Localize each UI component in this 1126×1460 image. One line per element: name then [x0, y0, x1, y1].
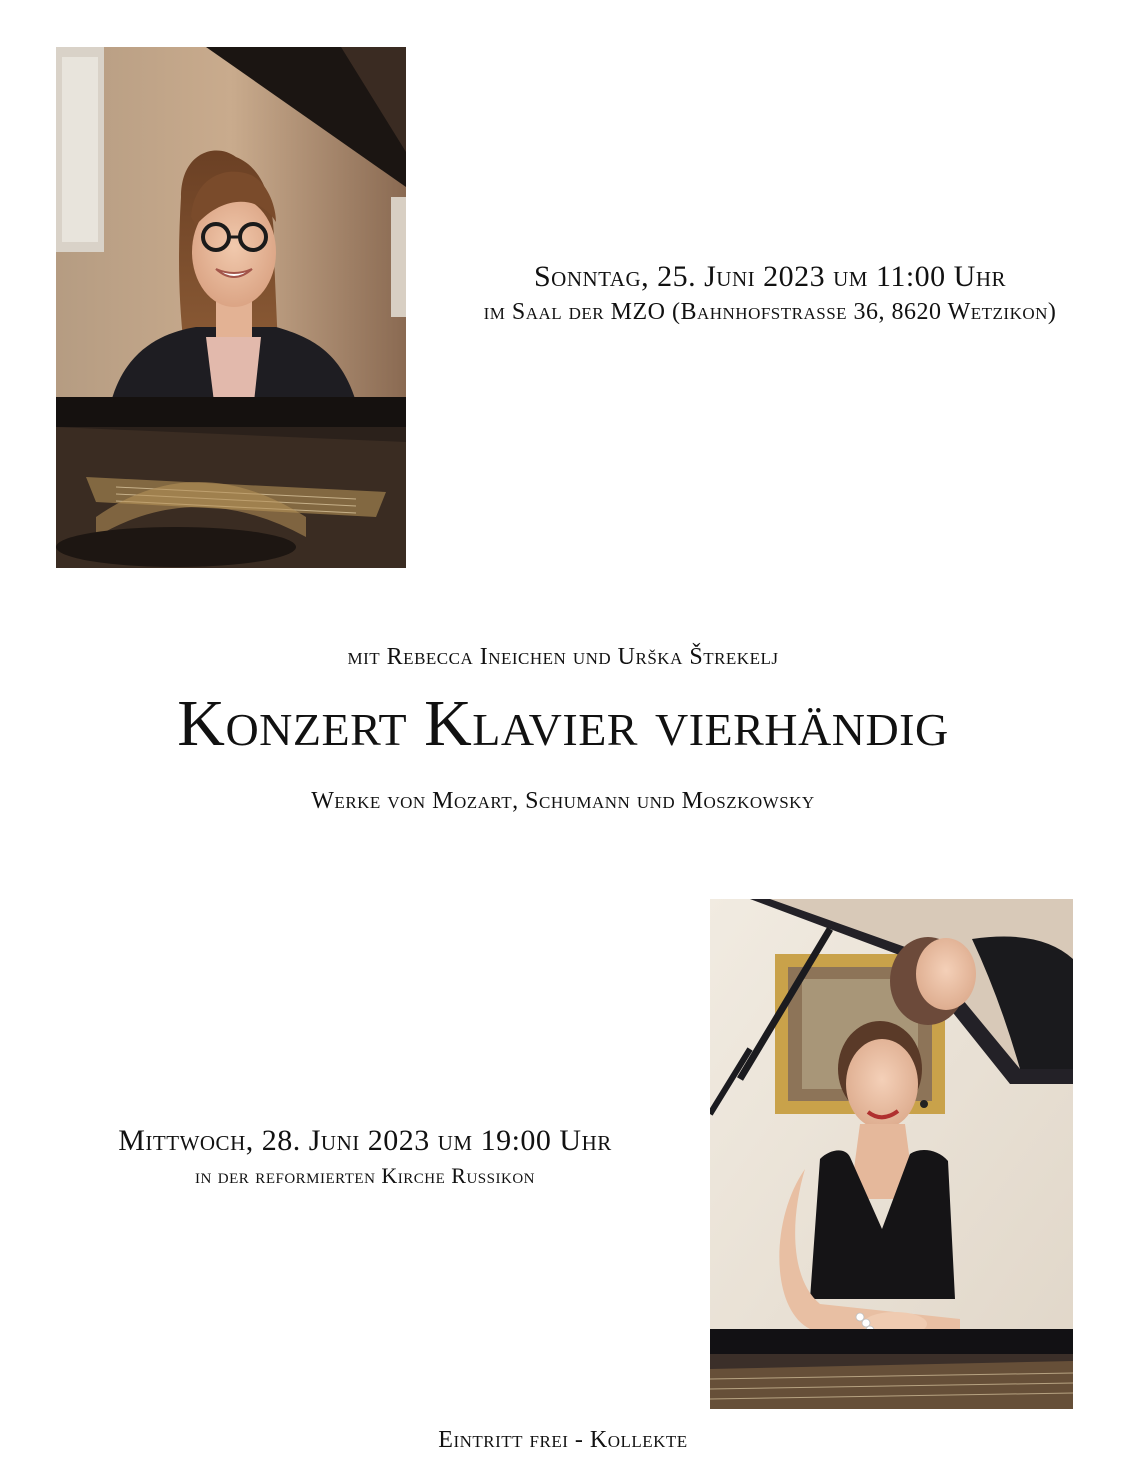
- pianist-photo-urska: [710, 899, 1073, 1409]
- event-two-date: Mittwoch, 28. Juni 2023 um 19:00 Uhr: [118, 1124, 612, 1157]
- event-one-venue: im Saal der MZO (Bahnhofstrasse 36, 8620 Wetzikon): [483, 299, 1057, 325]
- pianist-photo-rebecca: [56, 47, 406, 568]
- performers-line: mit Rebecca Ineichen und Urška Štrekelj: [347, 644, 779, 670]
- event-one: [420, 258, 1120, 328]
- event-one-date: Sonntag, 25. Juni 2023 um 11:00 Uhr: [533, 260, 1007, 293]
- works-line: Werke von Mozart, Schumann und Moszkowsky: [311, 788, 815, 814]
- admission-note: Eintritt frei - Kollekte: [438, 1427, 688, 1453]
- concert-header: [0, 640, 1126, 818]
- event-two-venue: in der reformierten Kirche Russikon: [194, 1163, 535, 1188]
- concert-title: Konzert Klavier vierhändig: [177, 687, 949, 760]
- event-two: [60, 1122, 670, 1192]
